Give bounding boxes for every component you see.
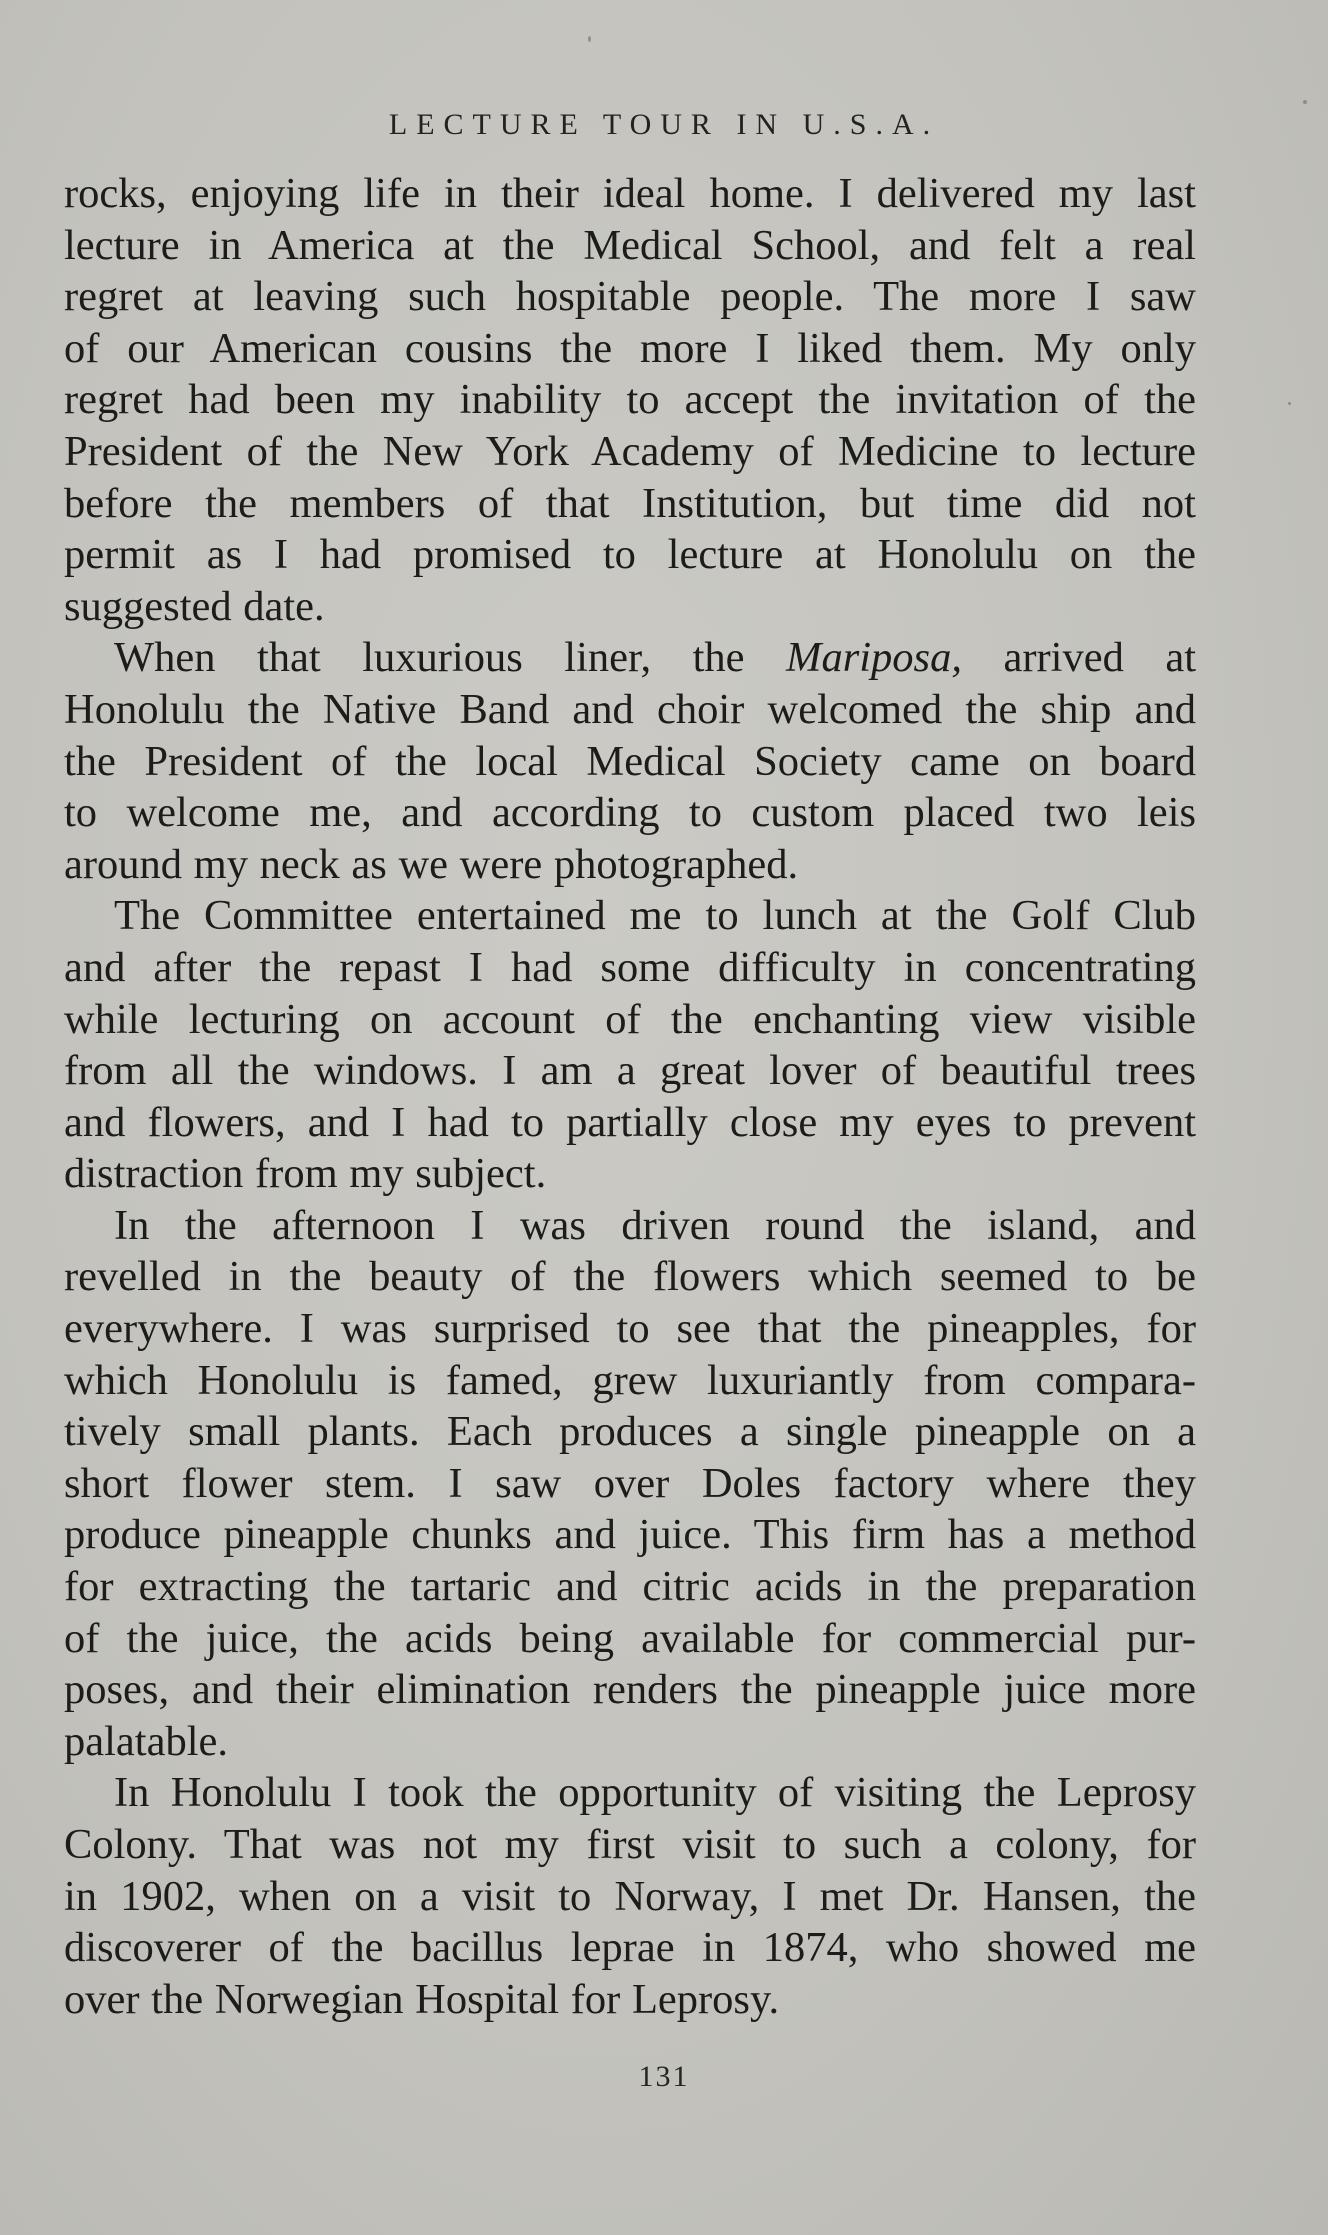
text-line: the President of the local Medical Society came on board bbox=[64, 737, 1196, 785]
paragraph-3 bbox=[64, 890, 1196, 1200]
text-line: of our American cousins the more I liked them. My only bbox=[64, 324, 1196, 372]
text-line: regret had been my inability to accept the invitation of the bbox=[64, 376, 1196, 424]
text-line: discoverer of the bacillus leprae in 1874, who showed me bbox=[64, 1924, 1196, 1972]
text-line: lecture in America at the Medical School, and felt a real bbox=[64, 221, 1196, 269]
text-line: around my neck as we were photographed. bbox=[64, 840, 799, 888]
text-line-with-italic bbox=[64, 632, 1196, 684]
text-line: and after the repast I had some difficulty in concentrating bbox=[64, 943, 1196, 991]
text-line: of the juice, the acids being available for commercial pur- bbox=[64, 1614, 1196, 1662]
text-line: regret at leaving such hospitable people. The more I saw bbox=[64, 273, 1196, 321]
text-line: President of the New York Academy of Medicine to lecture bbox=[64, 427, 1196, 475]
text-line: tively small plants. Each produces a single pineapple on a bbox=[64, 1408, 1196, 1456]
paragraph-2 bbox=[64, 632, 1196, 890]
text-line: from all the windows. I am a great lover of beautiful trees bbox=[64, 1047, 1196, 1095]
paper-speck bbox=[588, 36, 591, 42]
text-line: permit as I had promised to lecture at Honolulu on the bbox=[64, 531, 1196, 579]
text-line: while lecturing on account of the enchanting view visible bbox=[64, 995, 1196, 1043]
text-line: and flowers, and I had to partially close my eyes to prevent bbox=[64, 1098, 1196, 1146]
text-line: short flower stem. I saw over Doles factory where they bbox=[64, 1459, 1196, 1507]
text-line: Colony. That was not my first visit to such a colony, for bbox=[64, 1821, 1196, 1868]
running-head: LECTURE TOUR IN U.S.A. bbox=[388, 108, 940, 141]
text-line: which Honolulu is famed, grew luxuriantly from compara- bbox=[64, 1356, 1196, 1404]
text-line: over the Norwegian Hospital for Leprosy. bbox=[64, 1975, 780, 2023]
paragraph-1 bbox=[64, 168, 1196, 632]
text-line: Honolulu the Native Band and choir welcomed the ship and bbox=[64, 685, 1196, 733]
paragraph-5 bbox=[64, 1767, 1196, 2025]
text-line: for extracting the tartaric and citric acids in the preparation bbox=[64, 1563, 1196, 1611]
text-line: In Honolulu I took the opportunity of visiting the Leprosy bbox=[114, 1769, 1196, 1817]
text-line: to welcome me, and according to custom placed two leis bbox=[64, 789, 1196, 837]
text-line: produce pineapple chunks and juice. This firm has a method bbox=[64, 1511, 1196, 1559]
text-line: palatable. bbox=[64, 1717, 229, 1765]
text-line: everywhere. I was surprised to see that the pineapples, for bbox=[64, 1305, 1196, 1353]
body-text bbox=[64, 168, 1196, 2025]
text-line: revelled in the beauty of the flowers which seemed to be bbox=[64, 1253, 1196, 1301]
text-line: rocks, enjoying life in their ideal home. I delivered my last bbox=[64, 170, 1196, 217]
page-number: 131 bbox=[638, 2060, 690, 2093]
paper-speck bbox=[1303, 100, 1307, 104]
text-fragment: arrived at bbox=[961, 634, 1196, 682]
text-line: poses, and their elimination renders the pineapple juice more bbox=[64, 1666, 1196, 1714]
text-line: distraction from my subject. bbox=[64, 1150, 547, 1198]
text-line: In the afternoon I was driven round the island, and bbox=[114, 1201, 1196, 1249]
text-line: suggested date. bbox=[64, 582, 325, 630]
text-fragment: When that luxurious liner, the bbox=[114, 634, 787, 682]
text-line: in 1902, when on a visit to Norway, I met Dr. Hansen, the bbox=[64, 1872, 1196, 1920]
text-line: before the members of that Institution, but time did not bbox=[64, 479, 1196, 527]
text-line: The Committee entertained me to lunch at the Golf Club bbox=[114, 892, 1196, 940]
paragraph-4 bbox=[64, 1200, 1196, 1768]
ship-name: Mariposa, bbox=[786, 634, 962, 682]
paper-speck bbox=[1288, 402, 1291, 405]
